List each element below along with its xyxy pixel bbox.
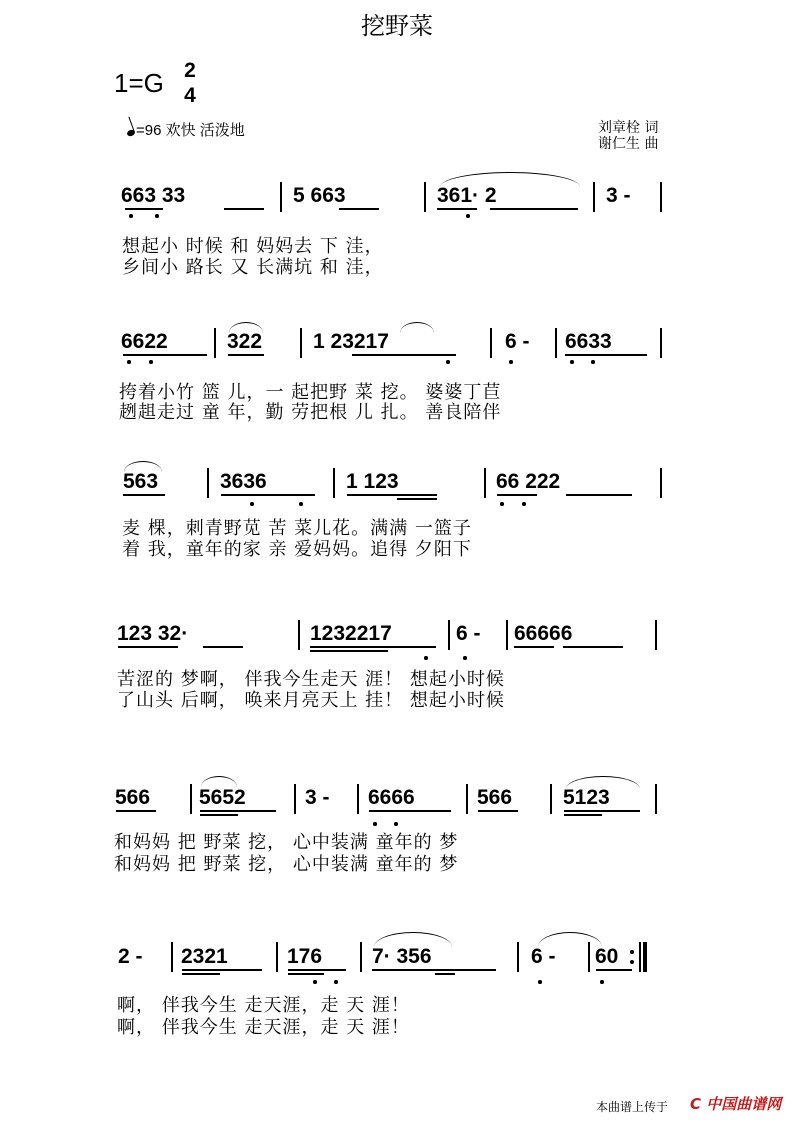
time-signature [180, 58, 200, 108]
lyrics-verse-1: 啊， 伴我今生 走天涯，走 天 涯！ [117, 995, 410, 1016]
underline [118, 646, 178, 648]
underline [116, 810, 156, 812]
measure: 60 [595, 945, 619, 968]
upload-note: 本曲谱上传于 [596, 1100, 669, 1114]
slur [538, 932, 602, 947]
measure: 3 - [606, 184, 631, 207]
octave-dot [500, 502, 504, 506]
bar-line [171, 942, 173, 972]
underline [123, 494, 165, 496]
lyrics-verse-2: 了山头 后啊， 唤来月亮天上 挂！ 想起小时候 [117, 690, 505, 711]
underline [563, 646, 623, 648]
underline [596, 969, 632, 971]
measure: 7· 356 [372, 945, 432, 968]
underline [125, 208, 163, 210]
measure: 1 23217 [313, 330, 389, 353]
underline [437, 208, 477, 210]
octave-dot [522, 502, 526, 506]
lyrics-verse-1: 想起小 时候 和 妈妈去 下 洼， [122, 236, 384, 257]
underline [203, 646, 243, 648]
octave-dot [250, 502, 254, 506]
underline [352, 354, 456, 356]
underline [310, 646, 436, 648]
bar-line [655, 620, 657, 650]
underline [564, 814, 602, 816]
measure: 1232217 [310, 622, 392, 645]
measure: 6633 [565, 330, 612, 353]
bar-line [276, 942, 278, 972]
octave-dot [463, 656, 467, 660]
bar-line [490, 328, 492, 358]
measure: 6 - [505, 330, 530, 353]
bar-line [660, 182, 662, 212]
octave-dot [299, 502, 303, 506]
final-bar-thin [639, 942, 641, 972]
bar-line [298, 620, 300, 650]
underline [228, 354, 264, 356]
song-title: 挖野菜 [361, 12, 433, 40]
measure: 566 [115, 786, 151, 809]
repeat-dot [630, 950, 634, 954]
octave-dot [313, 980, 317, 984]
bar-line [300, 328, 302, 358]
lyrics-verse-2: 着 我，童年的家 亲 爱妈妈。追得 夕阳下 [122, 539, 472, 560]
measure: 6 - [531, 945, 556, 968]
measure: 663 33 [121, 184, 186, 207]
underline [200, 814, 238, 816]
bar-line [294, 784, 296, 814]
underline [514, 646, 554, 648]
underline [339, 208, 379, 210]
lyrics-verse-1: 和妈妈 把 野菜 挖， 心中装满 童年的 梦 [114, 832, 459, 853]
underline [564, 810, 640, 812]
underline [565, 354, 647, 356]
underline [123, 354, 207, 356]
measure: 5 663 [293, 184, 346, 207]
octave-dot [591, 360, 595, 364]
tempo-marking [127, 119, 245, 140]
underline [478, 810, 518, 812]
octave-dot [373, 822, 377, 826]
underline [288, 973, 324, 975]
measure: 3 - [305, 786, 330, 809]
octave-dot [129, 214, 133, 218]
underline [182, 973, 220, 975]
octave-dot [424, 656, 428, 660]
lyrics-verse-2: 趔趄走过 童 年，勤 劳把根 儿 扎。 善良陪伴 [119, 402, 502, 423]
lyrics-verse-2: 乡间小 路长 又 长满坑 和 洼， [122, 257, 384, 278]
measure: 322 [227, 330, 263, 353]
bar-line [660, 468, 662, 498]
measure: 3636 [220, 470, 267, 493]
bar-line [333, 468, 335, 498]
bar-line [550, 784, 552, 814]
bar-line [593, 182, 595, 212]
bar-line [660, 328, 662, 358]
measure: 2321 [181, 945, 228, 968]
time-signature-bottom: 4 [184, 84, 196, 107]
quarter-note-icon [126, 129, 136, 137]
measure: 5123 [563, 786, 610, 809]
underline [200, 810, 276, 812]
lyrics-verse-2: 啊， 伴我今生 走天涯，走 天 涯！ [117, 1017, 410, 1038]
lyrics-verse-2: 和妈妈 把 野菜 挖， 心中装满 童年的 梦 [114, 854, 459, 875]
underline [372, 969, 496, 971]
slur [400, 322, 434, 333]
measure: 6666 [368, 786, 415, 809]
octave-dot [334, 980, 338, 984]
composer: 谢仁生 曲 [598, 136, 659, 152]
lyricist: 刘章栓 词 [598, 120, 659, 136]
octave-dot [394, 822, 398, 826]
bar-line [280, 182, 282, 212]
measure: 5652 [199, 786, 246, 809]
lyrics-verse-1: 麦 棵，刺青野苋 苦 菜儿花。满满 一篮子 [122, 518, 472, 539]
octave-dot [446, 360, 450, 364]
repeat-dot [630, 960, 634, 964]
octave-dot [600, 980, 604, 984]
underline [221, 494, 315, 496]
bar-line [207, 468, 209, 498]
time-signature-top: 2 [184, 59, 196, 82]
octave-dot [466, 214, 470, 218]
measure: 1 123 [346, 470, 399, 493]
underline [224, 208, 264, 210]
octave-dot [509, 360, 513, 364]
measure: 123 32· [117, 622, 189, 645]
underline [369, 810, 451, 812]
bar-line [506, 620, 508, 650]
measure: 563 [123, 470, 159, 493]
bar-line [655, 784, 657, 814]
underline [490, 208, 578, 210]
bar-line [555, 328, 557, 358]
bar-line [214, 328, 216, 358]
slur [566, 776, 640, 789]
underline [347, 494, 437, 496]
octave-dot [149, 360, 153, 364]
octave-dot [127, 360, 131, 364]
bar-line [424, 182, 426, 212]
bar-line [466, 784, 468, 814]
lyrics-verse-1: 挎着小竹 篮 儿，一 起把野 菜 挖。 婆婆丁苣 [119, 382, 502, 403]
bar-line [517, 942, 519, 972]
slur [229, 322, 263, 333]
underline [566, 494, 632, 496]
underline [310, 650, 388, 652]
lyrics-verse-1: 苦涩的 梦啊， 伴我今生走天 涯！ 想起小时候 [117, 669, 505, 690]
measure: 6622 [121, 330, 168, 353]
slur [374, 932, 452, 947]
underline [182, 969, 262, 971]
octave-dot [570, 360, 574, 364]
bar-line [448, 620, 450, 650]
measure: 66666 [514, 622, 573, 645]
underline [397, 498, 437, 500]
slur [201, 776, 237, 787]
octave-dot [538, 980, 542, 984]
final-bar-thick [643, 942, 647, 972]
bar-line [360, 942, 362, 972]
measure: 361· 2 [437, 184, 497, 207]
measure: 566 [477, 786, 513, 809]
slur [124, 461, 162, 472]
key-signature: 1=G [114, 68, 164, 98]
bar-line [357, 784, 359, 814]
octave-dot [155, 214, 159, 218]
tempo-text: =96 欢快 活泼地 [136, 122, 245, 139]
underline [497, 494, 537, 496]
measure: 6 - [456, 622, 481, 645]
underline [435, 973, 455, 975]
measure: 66 222 [496, 470, 561, 493]
slur [440, 172, 580, 187]
measure: 176 [287, 945, 323, 968]
site-logo: C 中国曲谱网 [690, 1095, 782, 1113]
bar-line [190, 784, 192, 814]
underline [288, 969, 346, 971]
bar-line [484, 468, 486, 498]
measure: 2 - [118, 945, 143, 968]
